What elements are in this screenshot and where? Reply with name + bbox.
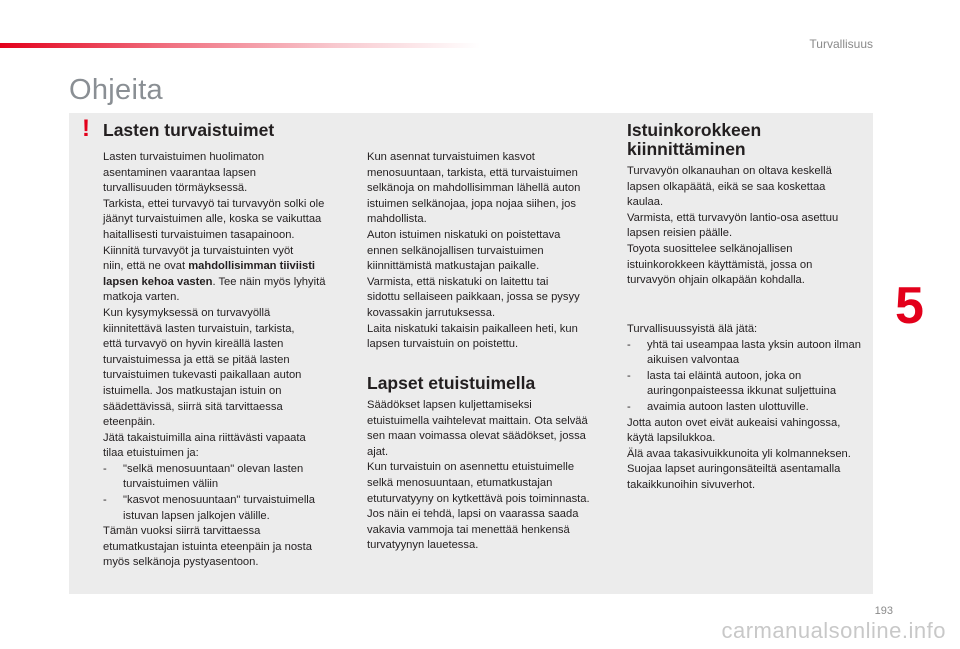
- text-line: kiinnittämistä matkustajan paikalle.: [367, 260, 540, 273]
- text-column-2b: [367, 398, 612, 554]
- list-item-text: avaimia autoon lasten ulottuville.: [647, 400, 809, 413]
- text-line: Lasten turvaistuimen huolimaton: [103, 151, 265, 163]
- text-line: eteenpäin.: [103, 416, 156, 429]
- text-line: ajat.: [367, 445, 389, 458]
- text-line: turvaistuimessa ja että se pitää lasten: [103, 353, 290, 366]
- warning-exclamation-icon: !: [82, 115, 90, 142]
- bold-text: mahdollisimman tiiviisti: [188, 260, 316, 273]
- text-line: takaikkunoihin sivuverhot.: [627, 478, 756, 491]
- text-line: käytä lapsilukkoa.: [627, 432, 716, 445]
- list-item: [103, 462, 353, 493]
- text-line: sidottu sellaiseen paikkaan, jossa se pysyy: [367, 291, 580, 304]
- header-accent-bar: [0, 43, 480, 48]
- heading-line-1: Istuinkorokkeen: [627, 120, 762, 140]
- list-item: [627, 369, 875, 400]
- text-line: Kun turvaistuin on asennettu etuistuimelle: [367, 461, 575, 474]
- text-line: etuturvatyyny on kytkettävä pois toiminnasta.: [367, 492, 590, 505]
- dash-bullet: -: [627, 369, 631, 382]
- list-item-text: lasta tai eläintä autoon, joka on auringonpaisteessa ikkunat suljettuina: [647, 369, 837, 398]
- list-item: [627, 338, 875, 369]
- text-line: että turvavyö on hyvin kireällä lasten: [103, 338, 284, 351]
- text-line: turvaistuimen tukevasti paikallaan auton: [103, 369, 302, 382]
- dash-bullet: -: [627, 338, 631, 351]
- watermark: carmanualsonline.info: [721, 618, 946, 643]
- text-line: Kun asennat turvaistuimen kasvot: [367, 151, 535, 163]
- text-column-3b: [627, 322, 875, 494]
- text-line: Älä avaa takasivuikkunoita yli kolmanneksen.: [627, 447, 851, 460]
- text-line: sen maan voimassa olevat säädökset, jossa: [367, 430, 586, 443]
- text-column-3: [627, 164, 875, 289]
- text-line: [103, 259, 353, 275]
- text-line: [103, 275, 353, 291]
- list-item-text: yhtä tai useampaa lasta yksin autoon ilman aikuisen valvontaa: [647, 338, 861, 367]
- text-line: kovassakin jarrutuksessa.: [367, 306, 496, 319]
- list-item: [627, 400, 875, 416]
- text-line: Turvallisuussyistä älä jätä:: [627, 323, 758, 335]
- text-line: Tarkista, ettei turvavyö tai turvavyön solki ole: [103, 197, 325, 210]
- text-line: lapsen reisien päälle.: [627, 227, 733, 240]
- text-line: turvallisuuden törmäyksessä.: [103, 182, 248, 195]
- text-line: Varmista, että turvavyön lantio-osa asettuu: [627, 211, 839, 224]
- text-line: istuimella. Jos matkustajan istuin on: [103, 384, 282, 397]
- text-line: Toyota suosittelee selkänojallisen: [627, 242, 793, 255]
- heading-line-2: kiinnittäminen: [627, 139, 746, 159]
- text-line: jäänyt turvaistuimen alle, koska se vaikuttaa: [103, 213, 322, 226]
- text-line: Kun kysymyksessä on turvavyöllä: [103, 306, 271, 319]
- text-line: istuinkorokkeen käyttämistä, jossa on: [627, 258, 813, 271]
- heading-lasten-turvaistuimet: Lasten turvaistuimet: [103, 120, 275, 140]
- text-line: Turvavyön olkanauhan on oltava keskellä: [627, 165, 832, 177]
- text-line: istuimen selkänojaa, jopa nojaa siihen, jos: [367, 197, 576, 210]
- text-line: lapsen turvaistuin on poistettu.: [367, 338, 519, 351]
- text-line: Kiinnitä turvavyöt ja turvaistuinten vyöt: [103, 244, 294, 257]
- dash-bullet: -: [103, 462, 107, 475]
- text-line: Varmista, että niskatuki on laitettu tai: [367, 275, 549, 288]
- chapter-number-tab: 5: [895, 277, 924, 335]
- text-line: Jätä takaistuimilla aina riittävästi vapaata: [103, 431, 306, 444]
- text-line: haitallisesti turvaistuimen tasapainoon.: [103, 228, 295, 241]
- text-line: etumatkustajan istuinta eteenpäin ja nosta: [103, 540, 312, 553]
- dash-bullet: -: [627, 400, 631, 413]
- text-line: matkoja varten.: [103, 291, 180, 304]
- text-line: kaulaa.: [627, 196, 664, 209]
- text-line: vakavia vammoja tai menettää henkensä: [367, 523, 570, 536]
- text-line: mahdollista.: [367, 213, 427, 226]
- text-span: . Tee näin myös lyhyitä: [212, 275, 326, 288]
- section-label: Turvallisuus: [809, 37, 873, 51]
- text-line: Säädökset lapsen kuljettamiseksi: [367, 399, 532, 411]
- text-line: Laita niskatuki takaisin paikalleen heti, kun: [367, 322, 578, 335]
- text-line: kiinnitettävä lasten turvaistuin, tarkista,: [103, 322, 295, 335]
- text-line: etuistuimella vaihtelevat maittain. Ota selvää: [367, 414, 588, 427]
- text-line: Jotta auton ovet eivät aukeaisi vahingossa,: [627, 416, 841, 429]
- text-column-1: [103, 150, 353, 571]
- text-line: Suojaa lapset auringonsäteiltä asentamalla: [627, 463, 841, 476]
- text-line: Jos näin ei tehdä, lapsi on vaarassa saada: [367, 508, 579, 521]
- text-line: selkänoja on mahdollisimman lähellä auton: [367, 182, 581, 195]
- list-item: [103, 493, 353, 524]
- page-number: 193: [874, 605, 893, 617]
- text-column-2: [367, 150, 612, 353]
- text-span: niin, että ne ovat: [103, 260, 189, 273]
- text-line: ennen selkänojallisen turvaistuimen: [367, 244, 544, 257]
- list-item-text: "kasvot menosuuntaan" turvaistuimella istuvan lapsen jalkojen välille.: [123, 494, 316, 522]
- text-line: turvatyynyn lauetessa.: [367, 539, 479, 552]
- text-line: menosuuntaan, tarkista, että turvaistuimen: [367, 166, 578, 179]
- dash-bullet: -: [103, 494, 107, 507]
- text-line: turvavyön ohjain olkapään kohdalla.: [627, 274, 805, 287]
- heading-lapset-etuistuimella: Lapset etuistuimella: [367, 373, 536, 393]
- text-line: selkä menosuuntaan, etumatkustajan: [367, 476, 553, 489]
- bold-text: lapsen kehoa vasten: [103, 275, 213, 288]
- text-line: Auton istuimen niskatuki on poistettava: [367, 228, 561, 241]
- page-title: Ohjeita: [69, 74, 163, 106]
- text-line: lapsen olkapäätä, eikä se saa koskettaa: [627, 180, 826, 193]
- text-line: Tämän vuoksi siirrä tarvittaessa: [103, 525, 261, 538]
- list-item-text: "selkä menosuuntaan" olevan lasten turvaistuimen väliin: [123, 462, 304, 491]
- text-line: tilaa etuistuimen ja:: [103, 447, 199, 460]
- text-line: säädettävissä, siirrä sitä tarvittaessa: [103, 400, 283, 413]
- heading-istuinkorokkeen: [627, 121, 761, 159]
- text-line: asentaminen vaarantaa lapsen: [103, 166, 257, 179]
- text-line: myös selkänoja pystyasentoon.: [103, 556, 259, 569]
